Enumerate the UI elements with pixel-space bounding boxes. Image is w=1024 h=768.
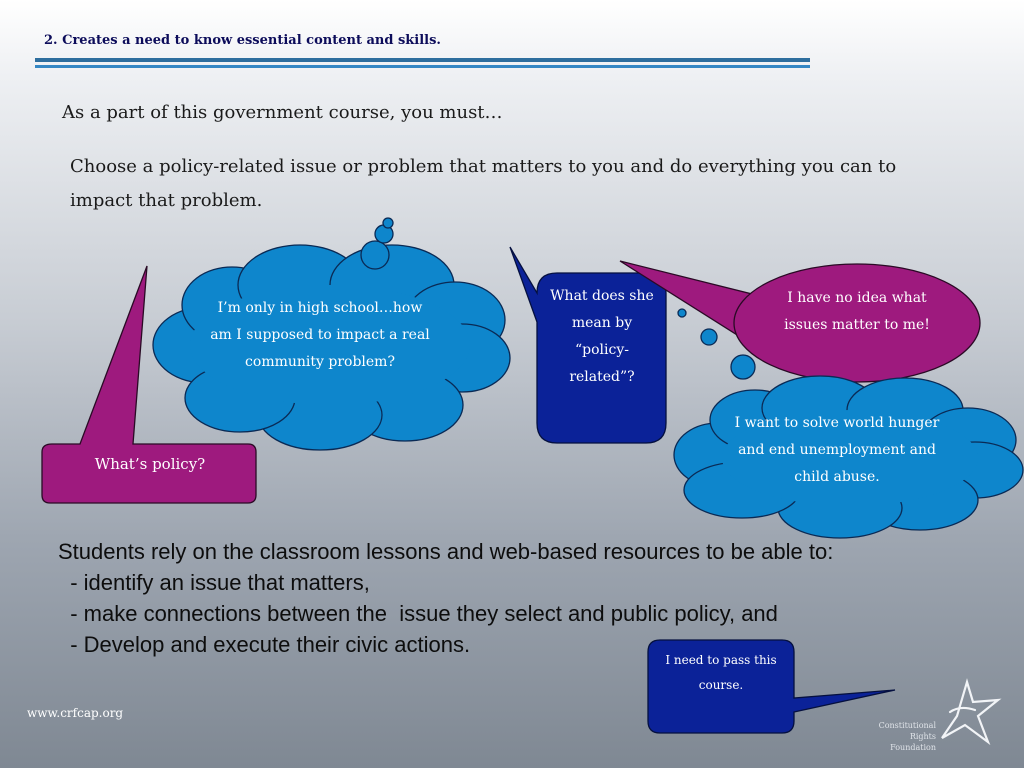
oval-no-idea-text: I have no idea what issues matter to me! <box>784 290 930 333</box>
cloud-world-hunger-text: I want to solve world hunger and end unemployment and child abuse. <box>734 415 940 485</box>
summary-item: - Develop and execute their civic actions. <box>58 632 471 657</box>
logo-text: Constitutional Rights Foundation <box>878 721 936 752</box>
rect-policy-related-text: What does she mean by “policy-related”? <box>550 288 654 385</box>
summary-item: - identify an issue that matters, <box>58 570 370 595</box>
thought-dot-large <box>361 241 389 269</box>
thought-dot-medium-2 <box>701 329 717 345</box>
rect-policy-text: What’s policy? <box>94 455 206 473</box>
summary-block <box>58 536 833 660</box>
summary-lead: Students rely on the classroom lessons and web-based resources to be able to: <box>58 539 834 564</box>
task-text: Choose a policy-related issue or problem that matters to you and do everything you can to impact that problem. <box>70 156 897 211</box>
intro-text: As a part of this government course, you must… <box>62 102 503 123</box>
thought-dot-large-2 <box>731 355 755 379</box>
slide-heading: 2. Creates a need to know essential content and skills. <box>44 33 441 48</box>
cloud-high-school-text: I’m only in high school…how am I supposed to impact a real community problem? <box>210 300 430 370</box>
summary-item: - make connections between the issue they select and public policy, and <box>58 601 778 626</box>
crf-logo-icon <box>942 682 998 742</box>
rect-pass-course-text: I need to pass this course. <box>665 653 777 692</box>
thought-dot-small-2 <box>678 309 686 317</box>
thought-dot-small <box>383 218 393 228</box>
footer-url[interactable]: www.crfcap.org <box>27 706 124 720</box>
